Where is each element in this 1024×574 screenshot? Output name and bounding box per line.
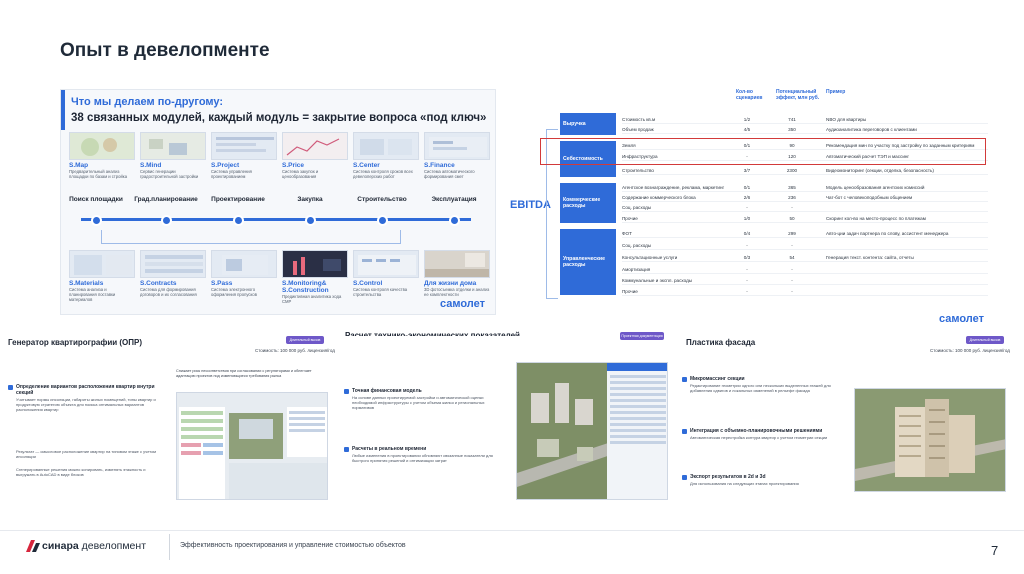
row-effect: - [791,243,793,248]
stage-label: Эксплуатация [431,196,477,203]
financial-model-panel [340,336,670,508]
feature-block [8,448,158,459]
row-count: 0/1 [743,143,751,148]
feature-block [344,388,494,410]
row-count: 3/7 [743,168,751,173]
module-thumbnail [282,250,348,278]
panel-title: Пластика фасада [686,338,756,347]
app-screenshot [176,392,328,500]
row-item: ФОТ [622,231,632,236]
stage-label: Закупка [297,196,323,203]
feature-text: Редактирование геометрии одного или нескольких выделенных этажей для добавления сдвигов и локальных изменений в рельефе фасада [690,383,831,393]
stage-label: Проектирование [211,196,265,203]
row-count: 1/0 [743,216,751,221]
table-row [622,115,988,124]
module-card [140,250,206,297]
brand-logo: самолет [439,298,485,310]
module-desc: Предварительный анализ площадки по базам и стройка [69,169,128,179]
row-count: - [746,243,748,248]
table-row [622,166,988,175]
badge-pill: Длительный вызов [966,336,1004,344]
facade-panel [678,336,1014,508]
stage-item [131,196,201,226]
row-effect: 90 [789,143,795,148]
badge-pill: Проектная документация [621,334,663,338]
module-name: S.Finance [424,162,455,169]
page-number: 7 [991,543,999,558]
row-count: - [746,278,748,283]
table-row [622,125,988,134]
feature-heading: Расчеты в реальном времени [344,446,494,452]
row-effect: 365 [788,185,796,190]
module-desc: 3D фотосъемка отделки и анализ ее комплектности [424,287,490,297]
feature-block [8,384,158,412]
row-count: 4/5 [743,127,751,132]
module-card [353,250,419,297]
module-card [282,132,348,179]
stage-label: Град.планирование [134,196,198,203]
row-example: Генерация текст. контента: сайта, отчеты [826,255,914,260]
row-item: Коммунальные и экспл. расходы [622,278,693,283]
table-row [622,265,988,274]
header-example: Пример [826,89,846,95]
modules-heading: Что мы делаем по-другому: [71,96,224,108]
feature-text: Автоматическая перестройка контура квартир с учетом геометрии секции [690,435,828,440]
category-commercial: Коммерческие расходы [560,183,616,223]
row-effect: 50 [789,216,795,221]
stage-label: Строительство [357,196,407,203]
row-count: 0/3 [743,255,751,260]
feature-text: Для использования на следующих этапах проектирования [690,481,799,486]
module-thumbnail [69,132,135,160]
row-effect: - [791,205,793,210]
module-card [69,250,135,302]
effects-table-panel [510,89,994,329]
module-desc: Система автоматического формирования смет [424,169,475,179]
row-example: Автоматический расчет ТЭП и массинг [826,154,910,159]
module-desc: Система электронного оформления пропусков [211,287,257,297]
logo-bold: синара [42,540,79,552]
row-example: Видеомониторинг (секции, отделка, безопасность) [826,168,934,173]
table-row [622,241,988,250]
table-row [622,276,988,285]
row-count: - [746,154,748,159]
row-example: Авто-ции задач партнера по слову, ассистент менеджера [826,231,949,236]
footer-caption: Эффективность проектирования и управление стоимостью объектов [180,542,406,549]
feature-heading: Экспорт результатов в 2d и 3d [682,474,832,480]
row-count: 2/6 [743,195,751,200]
stage-dot [233,215,244,226]
row-item: Консультационные услуги [622,255,678,260]
footer-divider [0,530,1024,531]
module-card [424,250,490,297]
table-row [622,253,988,262]
feature-block [682,428,832,440]
module-name: S.Center [353,162,380,169]
row-example: NBO для квартиры [826,117,867,122]
modules-subheading: 38 связанных модулей, каждый модуль = закрытие вопроса «под ключ» [71,112,487,124]
stage-item [61,196,131,226]
module-thumbnail [140,250,206,278]
stage-item [347,196,417,226]
row-count: - [746,267,748,272]
module-name: S.Mind [140,162,162,169]
module-desc: Система закупок и ценообразования [282,169,319,179]
row-item: Прочие [622,289,638,294]
row-effect: 350 [788,127,796,132]
module-card [211,250,277,297]
row-count: - [746,289,748,294]
price-text: Стоимость: 100 000 руб. лицензия/год [930,348,1010,353]
logo-rest: девелопмент [78,540,147,552]
stage-item [419,196,489,226]
row-effect: 2300 [786,168,798,173]
modules-bottom-row [69,250,489,310]
badge-pill: Длительный вызов [286,336,324,344]
module-desc: Система для формирования договоров и их согласования [140,287,197,297]
city-model-screenshot [516,362,668,500]
brand-logo: самолет [938,313,984,325]
row-item: Стоимость кв.м [622,117,656,122]
module-thumbnail [211,250,277,278]
module-name: S.Pass [211,280,233,287]
row-example: Модель ценообразования агентских комиссий [826,185,925,190]
feature-block [682,474,832,486]
table-row [622,203,988,212]
module-name: S.Project [211,162,240,169]
row-example: Аудиоаналитика переговоров с клиентами [826,127,917,132]
module-thumbnail [353,132,419,160]
table-row [622,193,988,202]
module-name: S.Materials [69,280,104,287]
module-desc: Система анализа и планирования поставки материалов [69,287,116,302]
module-desc: Система управления проектированием [211,169,252,179]
module-thumbnail [211,132,277,160]
row-example: Чат-бот с человекоподобным общением [826,195,913,200]
price-text: Стоимость: 100 000 руб. лицензия/год [255,348,335,353]
modules-panel [60,89,496,315]
row-count: 1/2 [743,117,751,122]
feature-block [682,376,832,393]
accent-bar [61,90,65,130]
module-name: S.Map [69,162,89,169]
feature-heading: Точная финансовая модель [344,388,494,394]
company-logo-text [42,540,146,552]
row-effect: 120 [788,154,796,159]
module-card [140,132,206,179]
module-thumbnail [282,132,348,160]
stage-item [275,196,345,226]
table-row [622,183,988,192]
header-effect: Потенциальный эффект, млн руб. [776,89,820,101]
module-thumbnail [69,250,135,278]
stage-item [203,196,273,226]
ebitda-label: EBITDA [510,199,551,211]
module-card [282,250,348,304]
row-item: Строительство [622,168,654,173]
module-card [353,132,419,179]
feature-text: Учитывает нормы инсоляции, габариты жилых помещений, типы квартир и продуктовую стратегию объекта для поиска оптимальных вариантов расположения квартир [16,397,156,412]
feature-heading: Интеграция с объемно-планировочными решениями [682,428,832,434]
table-row [622,214,988,223]
feature-block [344,446,494,463]
row-item: Соц. расходы [622,205,652,210]
category-cost: Себестоимость [560,141,616,177]
category-management: Управленческие расходы [560,229,616,295]
row-item: Амортизация [622,267,651,272]
connector-line [101,230,401,244]
module-desc: Предиктивная аналитика хода СМР [282,294,342,304]
row-effect: 299 [788,231,796,236]
highlight-box [540,138,986,165]
row-effect: - [791,289,793,294]
row-item: Соц. расходы [622,243,652,248]
row-effect: - [791,278,793,283]
apartment-generator-panel [0,336,335,508]
row-count: 0/4 [743,231,751,236]
row-item: Земля [622,143,636,148]
module-card [424,132,490,179]
row-item: Объем продаж [622,127,654,132]
row-count: 0/1 [743,185,751,190]
module-desc: Сервис генерации градостроительной застройки [140,169,199,179]
module-thumbnail [353,250,419,278]
module-thumbnail [140,132,206,160]
feature-text: Сгенерированные решения можно копировать, изменять этажность и выгружать в AutoCAD в виде блоков [16,467,146,477]
stage-dot [161,215,172,226]
intro-text: Снижает риск несоответствия при согласовании с регуляторами и облегчает адаптацию проектов под изменяющиеся требования рынка [176,369,312,378]
feature-heading: Определение вариантов расположения квартир внутри секций [8,384,158,396]
row-item: Агентское вознаграждение, реклама, маркетинг [622,185,725,190]
feature-block [8,466,158,477]
footer-separator [169,534,170,560]
table-row [622,287,988,296]
module-name: Для жизни дома [424,280,477,287]
stage-dot [449,215,460,226]
module-desc: Система контроля сроков всех девелоперских работ [353,169,413,179]
module-thumbnail [424,132,490,160]
row-effect: 236 [788,195,796,200]
feature-text: Любые изменения в проектировании обновляют связанные показатели для быстрого принятия решений и оптимизации затрат [352,453,493,463]
module-card [69,132,135,179]
sinara-logo-icon [26,540,40,552]
panel-title: Генератор квартирографии (ОПР) [8,338,143,347]
row-item: Прочие [622,216,638,221]
feature-text: Результат — смысловое расположение квартир на типовом этаже с учетом инсоляции [16,449,157,459]
row-effect: 54 [789,255,795,260]
module-desc: Система контроля качества строительства [353,287,408,297]
module-name: S.Monitoring& S.Construction [282,280,329,294]
modules-top-row [69,132,489,192]
row-example: Рекомендация мин по участку под застройку по заданным критериям [826,143,975,148]
stage-dot [91,215,102,226]
row-item: Инфраструктура [622,154,658,159]
feature-text: На основе данных проектируемой застройки и автоматической оценки необходимой инфраструктуры с учетом объема жилья и региональных нормативов [352,395,485,410]
row-effect: - [791,267,793,272]
module-name: S.Price [282,162,305,169]
stage-dot [305,215,316,226]
facade-render [854,388,1006,492]
table-row [622,229,988,238]
module-thumbnail [424,250,490,278]
row-effect: 741 [788,117,796,122]
row-item: Содержание коммерческого блока [622,195,696,200]
row-example: Скоринг кол-во на место-процесс по платежам [826,216,926,221]
category-revenue: Выручка [560,113,616,135]
module-card [211,132,277,179]
feature-heading: Микромассинг секции [682,376,832,382]
stage-dot [377,215,388,226]
row-count: - [746,205,748,210]
module-name: S.Control [353,280,383,287]
slide-title: Опыт в девелопменте [60,40,270,61]
stage-label: Поиск площадки [69,196,123,203]
header-count: Кол-во сценариев [736,89,763,101]
module-name: S.Contracts [140,280,177,287]
